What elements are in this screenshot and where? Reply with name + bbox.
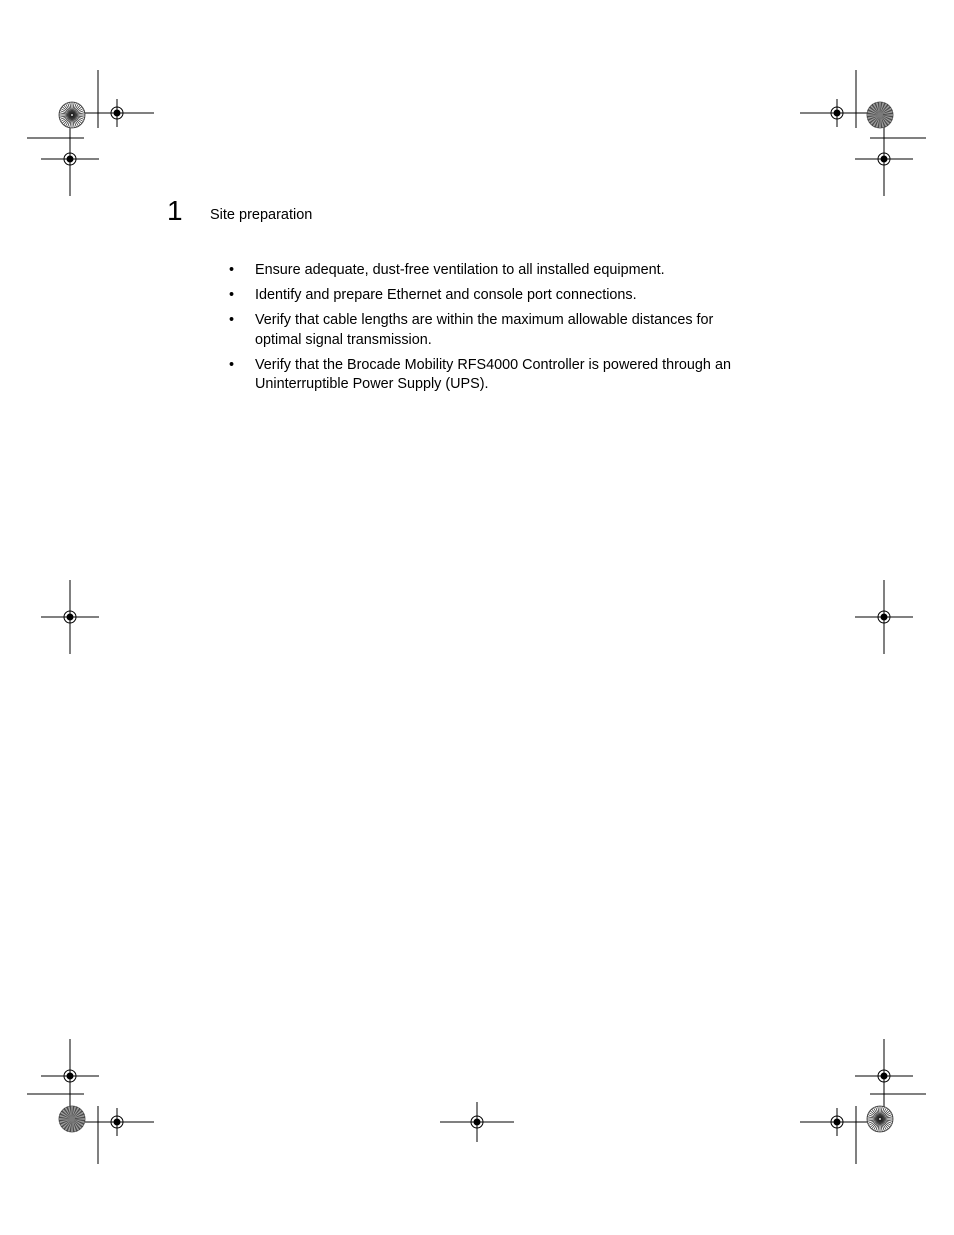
list-item (229, 286, 759, 306)
list-item-text: Identify and prepare Ethernet and console port connections. (255, 287, 637, 303)
list-item (229, 356, 759, 395)
bullet-list (229, 261, 759, 400)
chapter-number: 1 (167, 195, 183, 226)
registration-target-icon (800, 99, 874, 127)
bullet-icon: • (229, 356, 235, 373)
list-item-text: Verify that the Brocade Mobility RFS4000 Controller is powered through an Uninterruptible Power Supply (UPS). (255, 356, 731, 392)
list-item (229, 311, 759, 350)
crop-mark-top-left (27, 70, 98, 138)
bullet-icon: • (229, 287, 235, 303)
gray-balance-disc-icon (59, 1106, 85, 1132)
registration-target-icon (855, 1039, 913, 1113)
registration-target-icon (41, 580, 99, 654)
bullet-icon: • (229, 262, 235, 278)
registration-target-icon (41, 1039, 99, 1113)
list-item-text: Verify that cable lengths are within the maximum allowable distances for optimal signal transmission. (255, 312, 714, 348)
crop-mark-bottom-left (27, 1094, 98, 1164)
registration-target-icon (80, 99, 154, 127)
list-item (229, 261, 759, 281)
list-item-text: Ensure adequate, dust-free ventilation to all installed equipment. (255, 262, 665, 278)
bullet-icon: • (229, 312, 235, 328)
running-header-title: Site preparation (210, 207, 313, 223)
gray-balance-disc-icon (867, 102, 893, 128)
registration-target-icon (80, 1108, 154, 1136)
star-target-icon (59, 102, 85, 128)
crop-mark-top-right (856, 70, 926, 138)
registration-target-icon (41, 122, 99, 196)
star-target-icon (867, 1106, 893, 1132)
registration-target-icon (800, 1108, 874, 1136)
crop-mark-bottom-right (856, 1094, 926, 1164)
registration-target-icon (440, 1102, 514, 1142)
registration-target-icon (855, 122, 913, 196)
registration-target-icon (855, 580, 913, 654)
